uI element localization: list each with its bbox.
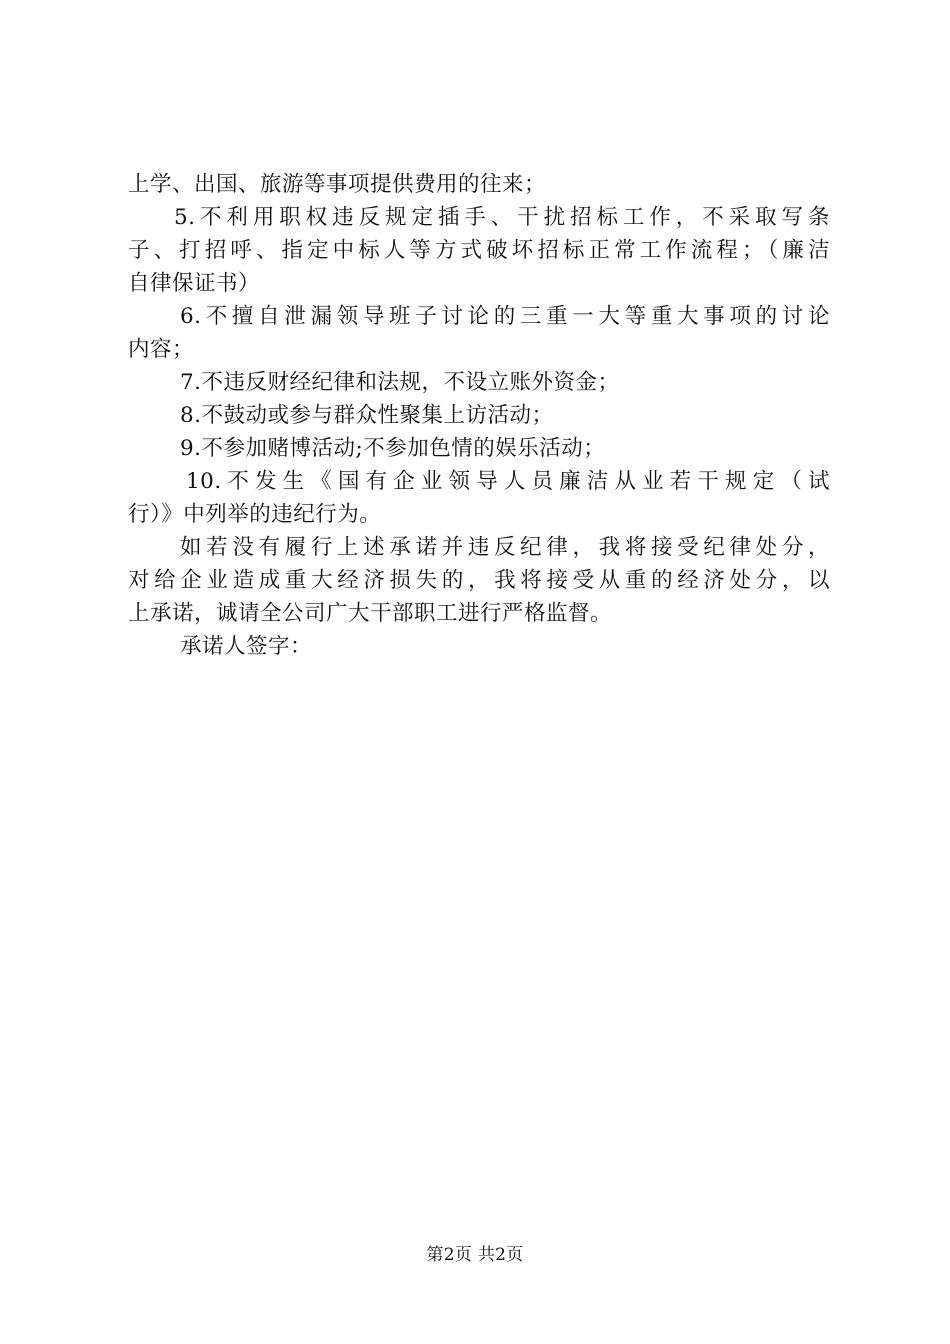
item-7: 7.不违反财经纪律和法规，不设立账外资金； bbox=[180, 370, 620, 395]
commitment-line-1: 如若没有履行上述承诺并违反纪律，我将接受纪律处分， bbox=[180, 535, 830, 560]
signature-label: 承诺人签字： bbox=[180, 634, 313, 659]
document-body bbox=[128, 168, 830, 663]
item-10-line-1: 10.不发生《国有企业领导人员廉洁从业若干规定（试 bbox=[186, 469, 830, 494]
item-6-line-2: 内容； bbox=[128, 337, 195, 362]
page-footer: 第2页 共2页 bbox=[426, 1245, 524, 1265]
item-8: 8.不鼓动或参与群众性聚集上访活动； bbox=[180, 403, 554, 428]
item-5-line-3: 自律保证书） bbox=[128, 271, 261, 296]
item-9: 9.不参加赌博活动;不参加色情的娱乐活动； bbox=[180, 436, 606, 461]
commitment-line-3: 上承诺，诚请全公司广大干部职工进行严格监督。 bbox=[128, 601, 613, 626]
item-5-line-2: 子、打招呼、指定中标人等方式破坏招标正常工作流程；（廉洁 bbox=[128, 238, 830, 263]
item-5-line-1: 5.不利用职权违反规定插手、干扰招标工作，不采取写条 bbox=[174, 205, 830, 230]
commitment-line-2: 对给企业造成重大经济损失的，我将接受从重的经济处分，以 bbox=[128, 568, 830, 593]
item-6-line-1: 6.不擅自泄漏领导班子讨论的三重一大等重大事项的讨论 bbox=[180, 304, 830, 329]
text-line-1: 上学、出国、旅游等事项提供费用的往来； bbox=[128, 172, 547, 197]
item-10-line-2: 行）》中列举的违纪行为。 bbox=[128, 502, 382, 527]
